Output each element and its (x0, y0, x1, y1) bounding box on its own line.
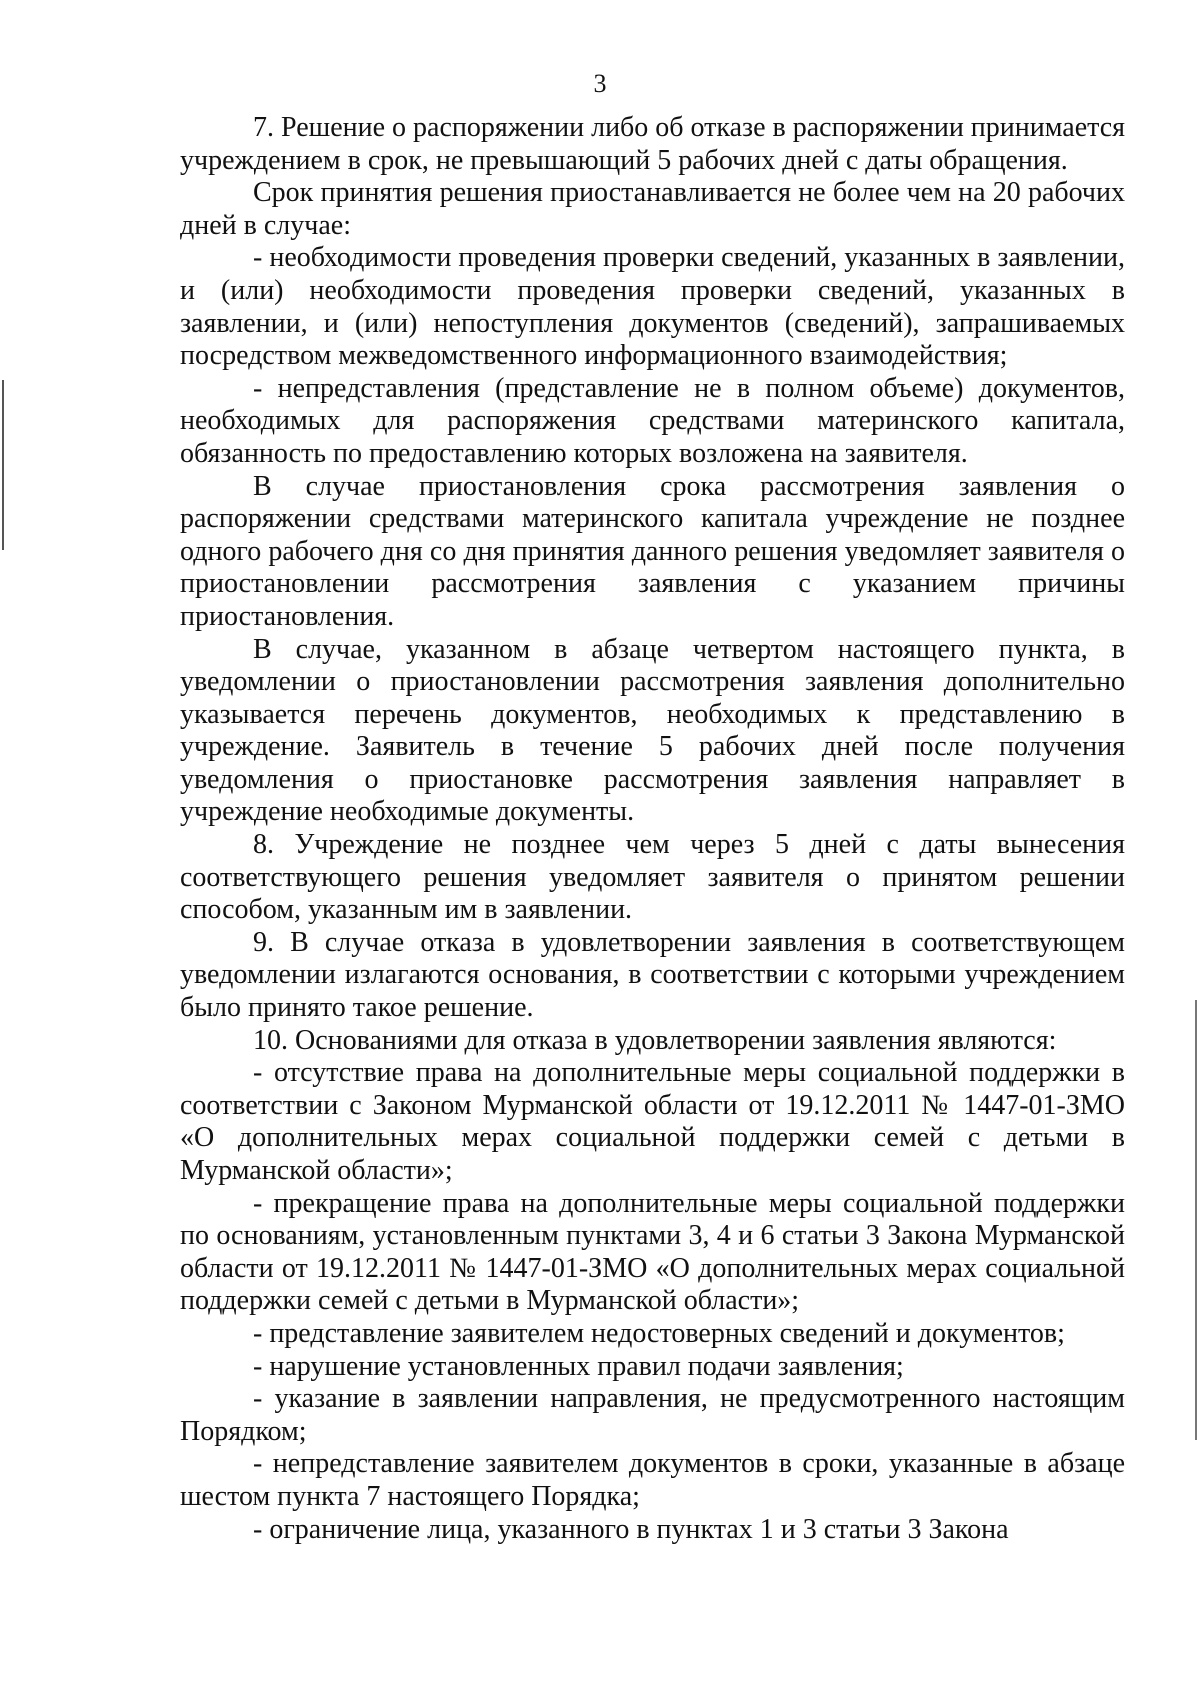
paragraph: - отсутствие права на дополнительные меры социальной поддержки в соответствии с Законом Мурманской области от 19.12.2011 № 1447-01-ЗМО «О дополнительных мерах социальной поддержки семей с детьми в Мурманской области»; (180, 1057, 1125, 1186)
document-body (180, 112, 1125, 1546)
paragraph: 7. Решение о распоряжении либо об отказе в распоряжении принимается учреждением в срок, не превышающий 5 рабочих дней с даты обращения. (180, 112, 1126, 176)
paragraph: В случае приостановления срока рассмотрения заявления о распоряжении средствами материнского капитала учреждение не позднее одного рабочего дня со дня принятия данного решения уведомляет заявителя о приостановлении рассмотрения заявления с указанием причины приостановления. (180, 470, 1125, 632)
paragraph: 8. Учреждение не позднее чем через 5 дней с даты вынесения соответствующего решения уведомляет заявителя о принятом решении способом, указанным им в заявлении. (180, 829, 1125, 926)
paragraph: - нарушение установленных правил подачи заявления; (253, 1350, 904, 1382)
paragraph: 10. Основаниями для отказа в удовлетворении заявления являются: (253, 1024, 1057, 1056)
paragraph: - представление заявителем недостоверных сведений и документов; (253, 1317, 1065, 1349)
scan-edge-mark (2, 380, 4, 550)
scan-edge-mark (1195, 1000, 1197, 1440)
page-number: 3 (593, 69, 607, 98)
paragraph: - непредставления (представление не в полном объеме) документов, необходимых для распоряжения средствами материнского капитала, обязанность по предоставлению которых возложена на заявителя. (180, 372, 1125, 469)
paragraph: В случае, указанном в абзаце четвертом настоящего пункта, в уведомлении о приостановлении рассмотрения заявления дополнительно указывается перечень документов, необходимых к представлению в учреждение. Заявитель в течение 5 рабочих дней после получения уведомления о приостановке рассмотрения заявления направляет в учреждение необходимые документы. (180, 633, 1125, 828)
paragraph: 9. В случае отказа в удовлетворении заявления в соответствующем уведомлении излагаются основания, в соответствии с которыми учреждением было принято такое решение. (180, 926, 1125, 1024)
paragraph: - прекращение права на дополнительные меры социальной поддержки по основаниям, установленным пунктами 3, 4 и 6 статьи 3 Закона Мурманской области от 19.12.2011 № 1447-01-ЗМО «О дополнительных мерах социальной поддержки семей с детьми в Мурманской области»; (180, 1187, 1125, 1317)
paragraph: - непредставление заявителем документов в сроки, указанные в абзаце шестом пункта 7 настоящего Порядка; (180, 1448, 1125, 1512)
paragraph: - ограничение лица, указанного в пунктах 1 и 3 статьи 3 Закона (253, 1513, 1009, 1545)
paragraph: Срок принятия решения приостанавливается не более чем на 20 рабочих дней в случае: (180, 177, 1125, 241)
paragraph: - необходимости проведения проверки сведений, указанных в заявлении, и (или) необходимости проведения проверки сведений, указанных в заявлении, и (или) непоступления документов (сведений), запрашиваемых посредством межведомственного информационного взаимодействия; (180, 242, 1125, 372)
paragraph: - указание в заявлении направления, не предусмотренного настоящим Порядком; (180, 1383, 1125, 1447)
